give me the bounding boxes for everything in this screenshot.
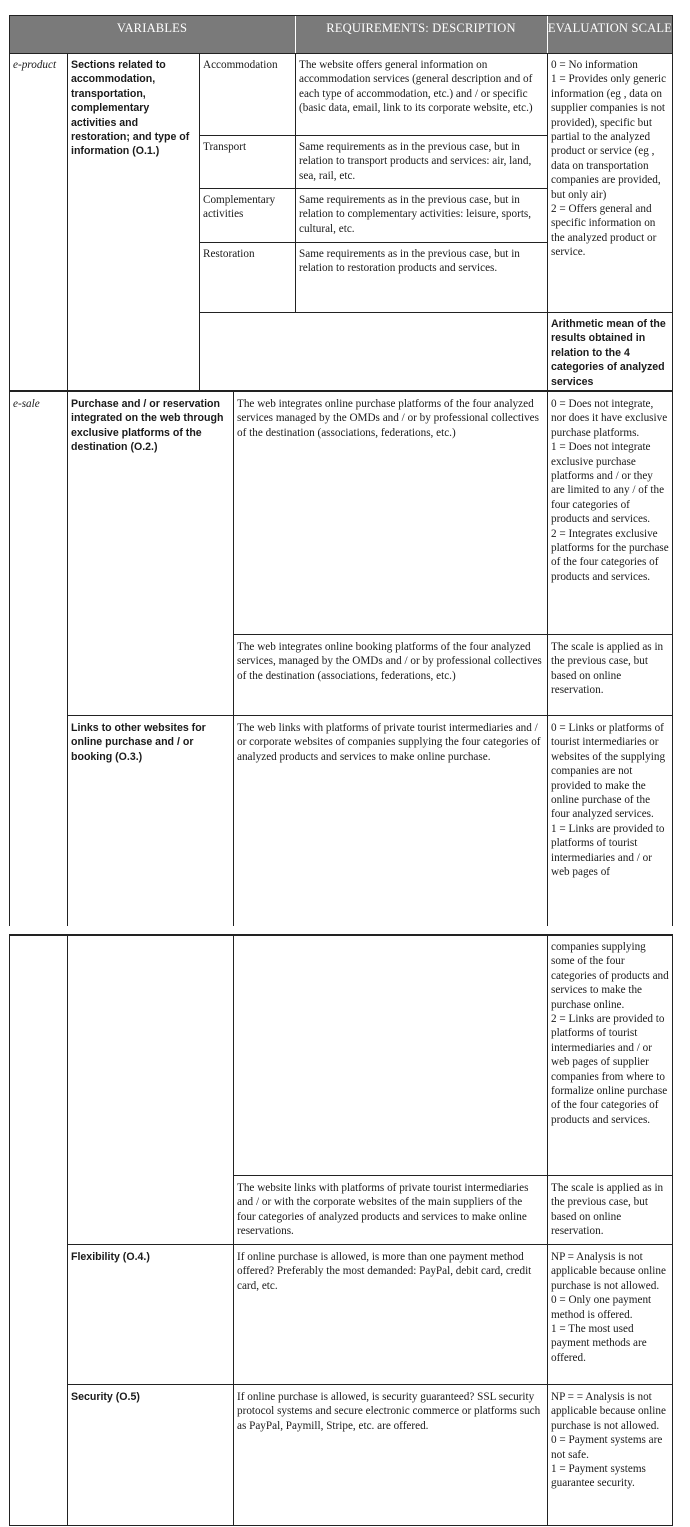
scale-o2-purchase: 0 = Does not integrate, nor does it have exclusive purchase platforms. 1 = Does not integrate exclusive purchase platforms and / or they are limited to any / of the four categories of products and services. 2 = Integrates exclusive platforms for the purchase of the four categories of products and services.: [551, 398, 669, 583]
sub-complementary: Complementary activities: [203, 194, 276, 221]
desc-o4: If online purchase is allowed, is more than one payment method offered? Preferably the most demanded: PayPal, debit card, credit card, etc.: [237, 1251, 532, 1292]
variable-o5: Security (O.5): [71, 1391, 140, 1403]
desc-accommodation: The website offers general information on accommodation services (general description and of each type of accommodation, etc.) and / or specific (basic data, email, link to its corporate website, etc.): [299, 59, 533, 115]
category-eproduct: e-product: [13, 59, 57, 71]
scale-o3-purchase-part2: companies supplying some of the four categories of products and services to make the purchase online. 2 = Links are provided to platforms of tourist intermediaries and / or web pages of supplier companies from where to formalize online purchase of the four categories of products and services.: [551, 941, 669, 1126]
scale-o3-purchase-part1: 0 = Links or platforms of tourist intermediaries or websites of the supplying companies are not provided to make the online purchase of the four analyzed services. 1 = Links are provided to platforms of tourist intermediaries and / or web pages of: [551, 722, 666, 879]
desc-o3-purchase: The web links with platforms of private tourist intermediaries and / or corporate websites of companies supplying the four categories of analyzed products and services to make online purchase.: [237, 722, 541, 763]
variable-o4: Flexibility (O.4.): [71, 1251, 150, 1263]
desc-o2-booking: The web integrates online booking platforms of the four analyzed services, managed by the OMDs and / or by professional collectives of the destination (associations, federations, etc.): [237, 641, 542, 682]
scale-o5: NP = = Analysis is not applicable because online purchase is not allowed. 0 = Payment systems are not safe. 1 = Payment systems guarantee security.: [551, 1391, 666, 1490]
header-scale: EVALUATION SCALE: [547, 15, 673, 53]
scale-o1: 0 = No information 1 = Provides only generic information (eg , data on supplier companies is not provided), specific but partial to the analyzed product or service (eg , data on transportation companies are provided, but only air) 2 = Offers general and specific information on the analyzed product or service.: [551, 59, 667, 259]
variable-o3: Links to other websites for online purchase and / or booking (O.3.): [71, 722, 206, 763]
desc-o5: If online purchase is allowed, is security guaranteed? SSL security protocol systems and secure electronic commerce or platforms such as PayPal, Paymill, Stripe, etc. are offered.: [237, 1391, 541, 1432]
header-variables: VARIABLES: [9, 15, 295, 53]
header-requirements: REQUIREMENTS: DESCRIPTION: [295, 15, 547, 53]
variable-o2: Purchase and / or reservation integrated on the web through exclusive platforms of the destination (O.2.): [71, 398, 224, 454]
desc-complementary: Same requirements as in the previous case, but in relation to complementary activities: leisure, sports, cultural, etc.: [299, 194, 532, 235]
sub-accommodation: Accommodation: [203, 59, 278, 71]
desc-restoration: Same requirements as in the previous case, but in relation to restoration products and services.: [299, 248, 520, 275]
desc-transport: Same requirements as in the previous case, but in relation to transport products and services: air, land, sea, rail, etc.: [299, 141, 532, 182]
scale-o4: NP = Analysis is not applicable because online purchase is not allowed. 0 = Only one payment method is offered. 1 = The most used payment methods are offered.: [551, 1251, 666, 1364]
category-esale: e-sale: [13, 398, 40, 410]
scale-o1-mean: Arithmetic mean of the results obtained in relation to the 4 categories of analyzed services: [551, 318, 666, 388]
variable-o1: Sections related to accommodation, transportation, complementary activities and restoration; and type of information (O.1.): [71, 59, 190, 158]
scale-o3-booking: The scale is applied as in the previous case, but based on online reservation.: [551, 1182, 664, 1238]
sub-transport: Transport: [203, 141, 247, 153]
desc-o2-purchase: The web integrates online purchase platforms of the four analyzed services managed by the OMDs and / or by professional collectives of the destination (associations, federations, etc.): [237, 398, 539, 439]
scale-o2-booking: The scale is applied as in the previous case, but based on online reservation.: [551, 641, 664, 697]
sub-restoration: Restoration: [203, 248, 255, 260]
desc-o3-booking: The website links with platforms of private tourist intermediaries and / or with the corporate websites of the main suppliers of the four categories of analyzed products and services to make online reservations.: [237, 1182, 529, 1238]
